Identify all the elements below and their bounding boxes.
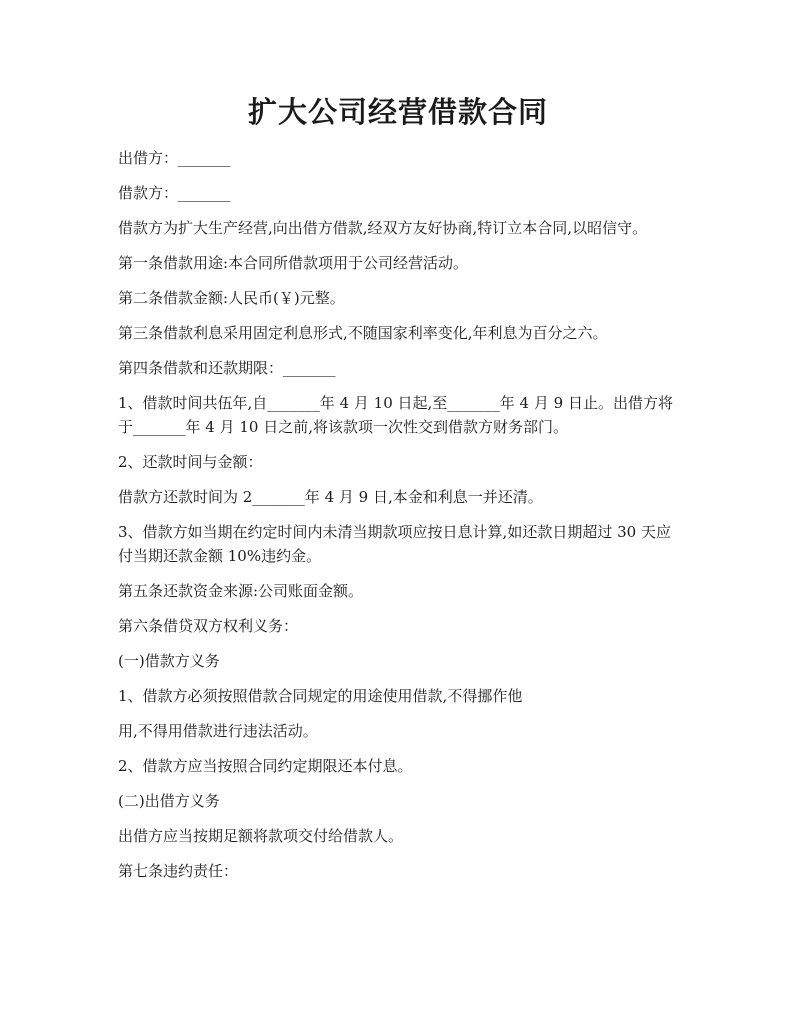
lender-duties-heading: (二)出借方义务 bbox=[118, 792, 220, 810]
clause-4-3-penalty: 3、借款方如当期在约定时间内未清当期款项应按日息计算,如还款日期超过 30 天应付当期还款金额 10%违约金。 bbox=[118, 523, 671, 565]
article-5-source: 第五条还款资金来源:公司账面金额。 bbox=[118, 582, 364, 600]
borrower-duty-2: 2、借款方应当按照合同约定期限还本付息。 bbox=[118, 757, 413, 775]
borrower-duty-1a: 1、借款方必须按照借款合同规定的用途使用借款,不得挪作他 bbox=[118, 687, 523, 705]
lender-duty-1: 出借方应当按期足额将款项交付给借款人。 bbox=[118, 827, 404, 845]
article-7-liability: 第七条违约责任： bbox=[118, 862, 239, 880]
article-3-interest: 第三条借款利息采用固定利息形式,不随国家利率变化,年利息为百分之六。 bbox=[118, 324, 608, 342]
borrower-duties-heading: (一)借款方义务 bbox=[118, 652, 220, 670]
borrower-line: 借款方：_______ bbox=[118, 184, 231, 202]
article-6-rights: 第六条借贷双方权利义务： bbox=[118, 617, 299, 635]
document-body bbox=[118, 146, 684, 894]
article-4-term: 第四条借款和还款期限：_______ bbox=[118, 359, 336, 377]
article-1-purpose: 第一条借款用途:本合同所借款项用于公司经营活动。 bbox=[118, 254, 469, 272]
document-title: 扩大公司经营借款合同 bbox=[247, 95, 548, 129]
borrower-duty-1b: 用,不得用借款进行违法活动。 bbox=[118, 722, 318, 740]
clause-4-1-loan-period: 1、借款时间共伍年,自_______年 4 月 10 日起,至_______年 4 月 9 日止。出借方将于_______年 4 月 10 日之前,将该款项一次性交到借款方财务部门。 bbox=[118, 394, 673, 436]
clause-4-2-heading: 2、还款时间与金额： bbox=[118, 453, 263, 471]
preamble: 借款方为扩大生产经营,向出借方借款,经双方友好协商,特订立本合同,以昭信守。 bbox=[118, 219, 648, 237]
clause-4-2-repayment: 借款方还款时间为 2_______年 4 月 9 日,本金和利息一并还清。 bbox=[118, 488, 543, 506]
article-2-amount: 第二条借款金额:人民币(￥)元整。 bbox=[118, 289, 345, 307]
lender-line: 出借方：_______ bbox=[118, 149, 231, 167]
